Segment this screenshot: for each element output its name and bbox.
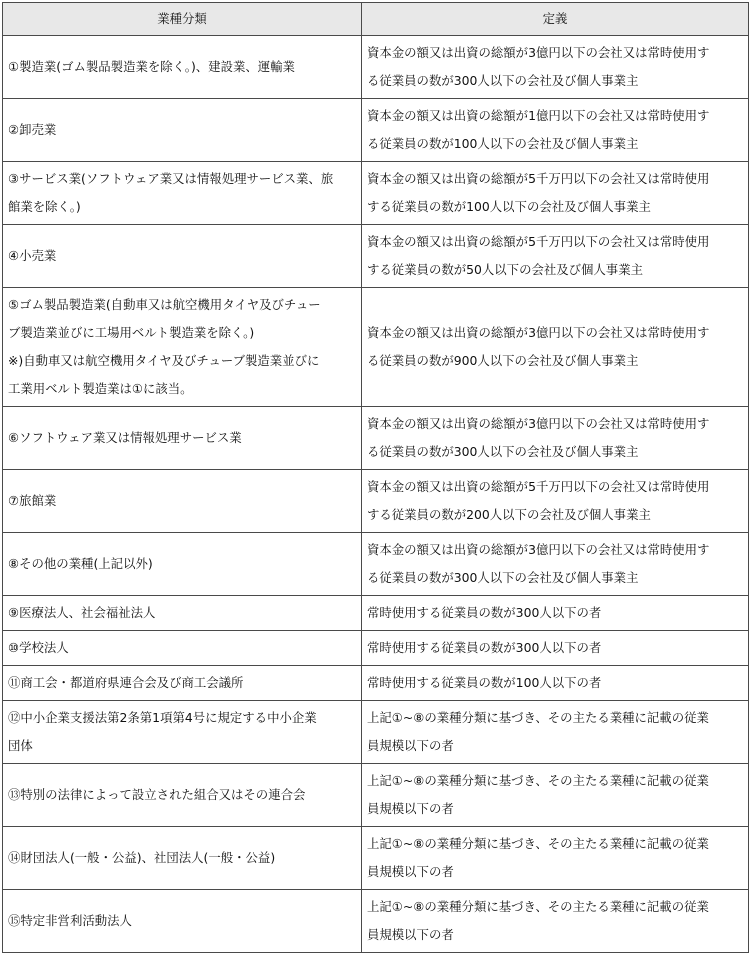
definition-cell-line: 上記①~⑧の業種分類に基づき、その主たる業種に記載の従業 [367, 773, 709, 788]
table-row [3, 225, 749, 288]
category-cell [3, 225, 362, 288]
table-row [3, 99, 749, 162]
category-cell [3, 470, 362, 533]
definition-cell [362, 631, 749, 666]
definition-cell-line: 上記①~⑧の業種分類に基づき、その主たる業種に記載の従業 [367, 899, 709, 914]
definition-cell-line: する従業員の数が200人以下の会社及び個人事業主 [367, 507, 651, 522]
definition-cell [362, 533, 749, 596]
definition-cell-line: 常時使用する従業員の数が300人以下の者 [367, 640, 602, 655]
table-row [3, 764, 749, 827]
sme-definition-table [2, 2, 749, 953]
category-cell-line: 工業用ベルト製造業は①に該当。 [8, 381, 193, 396]
definition-cell-line: 上記①~⑧の業種分類に基づき、その主たる業種に記載の従業 [367, 710, 709, 725]
category-cell [3, 701, 362, 764]
definition-cell-line: 資本金の額又は出資の総額が5千万円以下の会社又は常時使用 [367, 171, 710, 186]
category-cell-line: ②卸売業 [8, 122, 57, 137]
category-cell [3, 533, 362, 596]
category-cell-line: ①製造業(ゴム製品製造業を除く。)、建設業、運輸業 [8, 59, 295, 74]
table-row [3, 827, 749, 890]
definition-cell [362, 764, 749, 827]
definition-cell-line: 員規模以下の者 [367, 864, 454, 879]
category-cell-line: ⑮特定非営利活動法人 [8, 913, 132, 928]
definition-cell [362, 99, 749, 162]
definition-cell [362, 701, 749, 764]
definition-cell-line: 員規模以下の者 [367, 738, 454, 753]
category-cell [3, 407, 362, 470]
definition-cell [362, 407, 749, 470]
definition-cell-line: 資本金の額又は出資の総額が5千万円以下の会社又は常時使用 [367, 234, 710, 249]
category-cell-line: ③サービス業(ソフトウェア業又は情報処理サービス業、旅 [8, 171, 334, 186]
category-cell [3, 827, 362, 890]
category-cell-line: ⑫中小企業支援法第2条第1項第4号に規定する中小企業 [8, 710, 317, 725]
category-cell-line: ④小売業 [8, 248, 57, 263]
header-definition: 定義 [362, 3, 749, 36]
category-cell [3, 288, 362, 407]
definition-cell-line: 資本金の額又は出資の総額が5千万円以下の会社又は常時使用 [367, 479, 710, 494]
definition-cell [362, 666, 749, 701]
category-cell [3, 890, 362, 953]
category-cell [3, 596, 362, 631]
category-cell-line: ⑨医療法人、社会福祉法人 [8, 605, 156, 620]
category-cell-line: 団体 [8, 738, 33, 753]
table-row [3, 470, 749, 533]
definition-cell-line: 資本金の額又は出資の総額が1億円以下の会社又は常時使用す [367, 108, 710, 123]
definition-cell [362, 470, 749, 533]
definition-cell [362, 596, 749, 631]
category-cell [3, 631, 362, 666]
definition-cell [362, 36, 749, 99]
definition-cell-line: 員規模以下の者 [367, 927, 454, 942]
category-cell-line: ブ製造業並びに工場用ベルト製造業を除く。) [8, 325, 255, 340]
definition-cell [362, 288, 749, 407]
definition-cell-line: る従業員の数が300人以下の会社及び個人事業主 [367, 444, 639, 459]
definition-cell-line: る従業員の数が300人以下の会社及び個人事業主 [367, 73, 639, 88]
category-cell-line: ⑥ソフトウェア業又は情報処理サービス業 [8, 430, 242, 445]
definition-cell-line: 資本金の額又は出資の総額が3億円以下の会社又は常時使用す [367, 542, 710, 557]
definition-cell-line: る従業員の数が300人以下の会社及び個人事業主 [367, 570, 639, 585]
table-row [3, 36, 749, 99]
table-row [3, 890, 749, 953]
definition-cell-line: する従業員の数が100人以下の会社及び個人事業主 [367, 199, 651, 214]
category-cell-line: ※)自動車又は航空機用タイヤ及びチューブ製造業並びに [8, 353, 320, 368]
definition-cell-line: 常時使用する従業員の数が300人以下の者 [367, 605, 602, 620]
table-row [3, 288, 749, 407]
category-cell-line: ⑪商工会・都道府県連合会及び商工会議所 [8, 675, 244, 690]
table-row [3, 631, 749, 666]
table-row [3, 701, 749, 764]
category-cell-line: 館業を除く。) [8, 199, 81, 214]
definition-cell-line: 資本金の額又は出資の総額が3億円以下の会社又は常時使用す [367, 325, 710, 340]
category-cell [3, 99, 362, 162]
category-cell [3, 666, 362, 701]
category-cell [3, 162, 362, 225]
table-row [3, 533, 749, 596]
definition-cell-line: 常時使用する従業員の数が100人以下の者 [367, 675, 602, 690]
definition-cell-line: する従業員の数が50人以下の会社及び個人事業主 [367, 262, 643, 277]
definition-cell-line: 資本金の額又は出資の総額が3億円以下の会社又は常時使用す [367, 416, 710, 431]
header-category: 業種分類 [3, 3, 362, 36]
definition-cell [362, 827, 749, 890]
category-cell-line: ⑩学校法人 [8, 640, 69, 655]
definition-cell-line: 員規模以下の者 [367, 801, 454, 816]
category-cell-line: ⑤ゴム製品製造業(自動車又は航空機用タイヤ及びチュー [8, 297, 321, 312]
category-cell [3, 36, 362, 99]
category-cell-line: ⑬特別の法律によって設立された組合又はその連合会 [8, 787, 306, 802]
category-cell-line: ⑦旅館業 [8, 493, 57, 508]
definition-cell [362, 225, 749, 288]
header-row [3, 3, 749, 36]
table-row [3, 666, 749, 701]
category-cell-line: ⑭財団法人(一般・公益)、社団法人(一般・公益) [8, 850, 276, 865]
category-cell [3, 764, 362, 827]
table-row [3, 162, 749, 225]
definition-cell-line: 資本金の額又は出資の総額が3億円以下の会社又は常時使用す [367, 45, 710, 60]
definition-cell [362, 162, 749, 225]
definition-cell [362, 890, 749, 953]
definition-cell-line: 上記①~⑧の業種分類に基づき、その主たる業種に記載の従業 [367, 836, 709, 851]
category-cell-line: ⑧その他の業種(上記以外) [8, 556, 153, 571]
definition-cell-line: る従業員の数が900人以下の会社及び個人事業主 [367, 353, 639, 368]
table-row [3, 596, 749, 631]
table-row [3, 407, 749, 470]
definition-cell-line: る従業員の数が100人以下の会社及び個人事業主 [367, 136, 639, 151]
